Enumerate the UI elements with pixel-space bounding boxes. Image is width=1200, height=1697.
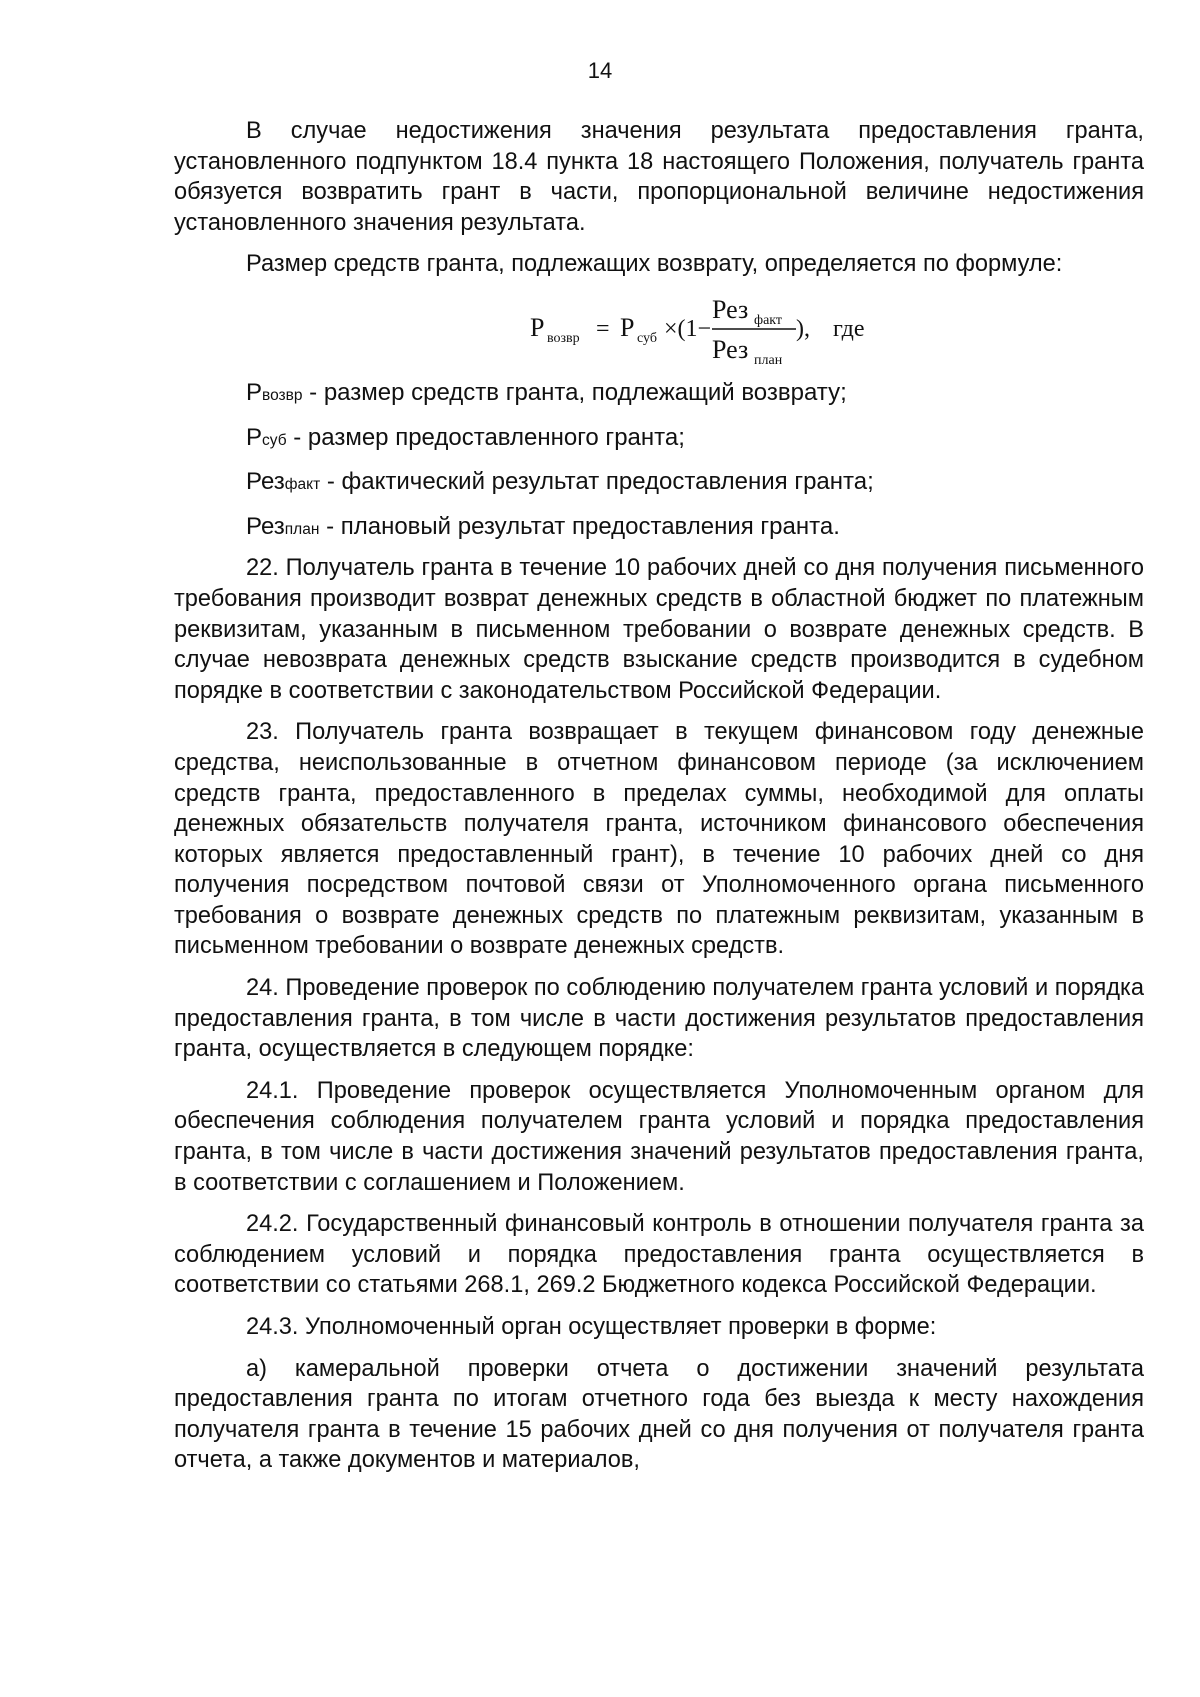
formula-rhs-sub: суб: [637, 330, 657, 346]
formula-lhs-sub: возвр: [547, 330, 580, 346]
definition-p-grant: [174, 423, 1144, 457]
document-body: [174, 116, 1144, 1487]
definition-text: - размер предоставленного гранта;: [286, 423, 685, 451]
paragraph-23: 23. Получатель гранта возвращает в текущем финансовом году денежные средства, неиспользованные в отчетном финансовом периоде (за исключением средств гранта, предоставленного в пределах суммы, необходимой для оплаты денежных обязательств получателя гранта, источником финансового обеспечения которых является предоставленный грант), в течение 10 рабочих дней со дня получения посредством почтовой связи от Уполномоченного органа письменного требования о возврате денежных средств по платежным реквизитам, указанным в письменном требовании о возврате денежных средств.: [174, 719, 1144, 960]
definition-subscript: план: [284, 520, 320, 538]
definition-p-refund: [174, 378, 1144, 412]
definition-symbol: Рез: [246, 512, 285, 540]
paragraph-24-3: 24.3. Уполномоченный орган осуществляет проверки в форме:: [246, 1314, 937, 1340]
definition-text: - плановый результат предоставления гранта.: [319, 512, 840, 540]
paragraph-24-2: 24.2. Государственный финансовый контроль в отношении получателя гранта за соблюдением условий и порядка предоставления гранта осуществляется в соответствии со статьями 268.1, 269.2 Бюджетного кодекса Российской Федерации.: [174, 1211, 1144, 1299]
paragraph-22: 22. Получатель гранта в течение 10 рабочих дней со дня получения письменного требования производит возврат денежных средств в областной бюджет по платежным реквизитам, указанным в письменном требовании о возврате денежных средств. В случае невозврата денежных средств взыскание средств производится в судебном порядке в соответствии с законодательством Российской Федерации.: [174, 555, 1144, 704]
definition-text: - фактический результат предоставления гранта;: [320, 468, 874, 496]
paragraph-24: 24. Проведение проверок по соблюдению получателем гранта условий и порядка предоставления гранта, в том числе в части достижения результатов предоставления гранта, осуществляется в следующем порядке:: [174, 975, 1144, 1063]
formula-eq: =: [596, 315, 610, 342]
definition-symbol: Рез: [246, 468, 285, 496]
formula-times: ×(1−: [664, 315, 712, 342]
formula-num: Рез: [712, 294, 749, 324]
formula-rhs-p: P: [620, 312, 635, 342]
definition-symbol: Р: [246, 378, 263, 406]
page-number: 14: [587, 58, 613, 83]
formula-lhs: P: [530, 312, 545, 342]
formula-block: [174, 276, 1144, 372]
formula-num-sub: факт: [754, 312, 783, 328]
definition-subscript: возвр: [262, 386, 303, 404]
definition-res-plan: [174, 512, 1144, 546]
definition-subscript: суб: [262, 431, 287, 449]
formula-where: где: [833, 315, 865, 342]
formula-close: ),: [796, 315, 810, 342]
formula-den-sub: план: [754, 352, 783, 368]
paragraph-nondelivery: В случае недостижения значения результата предоставления гранта, установленного подпунктом 18.4 пункта 18 настоящего Положения, получатель гранта обязуется возвратить грант в части, пропорциональной величине недостижения установленного значения результата.: [174, 118, 1144, 236]
definition-res-fact: [174, 467, 1144, 501]
definition-symbol: Р: [246, 423, 263, 451]
formula-svg: [528, 276, 928, 372]
paragraph-24-1: 24.1. Проведение проверок осуществляется Уполномоченным органом для обеспечения соблюдения получателем гранта условий и порядка предоставления гранта, в том числе в части достижения значений результатов предоставления гранта, в соответствии с соглашением и Положением.: [174, 1077, 1144, 1196]
definition-text: - размер средств гранта, подлежащий возврату;: [302, 378, 847, 406]
paragraph-formula-intro: Размер средств гранта, подлежащих возврату, определяется по формуле:: [246, 251, 1063, 278]
formula-den: Рез: [712, 334, 749, 364]
definition-subscript: факт: [284, 476, 321, 494]
refund-formula: [528, 276, 928, 372]
paragraph-a: а) камеральной проверки отчета о достижении значений результата предоставления гранта по итогам отчетного года без выезда к месту нахождения получателя гранта в течение 15 рабочих дней со дня получения от получателя гранта отчета, а также документов и материалов,: [174, 1355, 1144, 1474]
